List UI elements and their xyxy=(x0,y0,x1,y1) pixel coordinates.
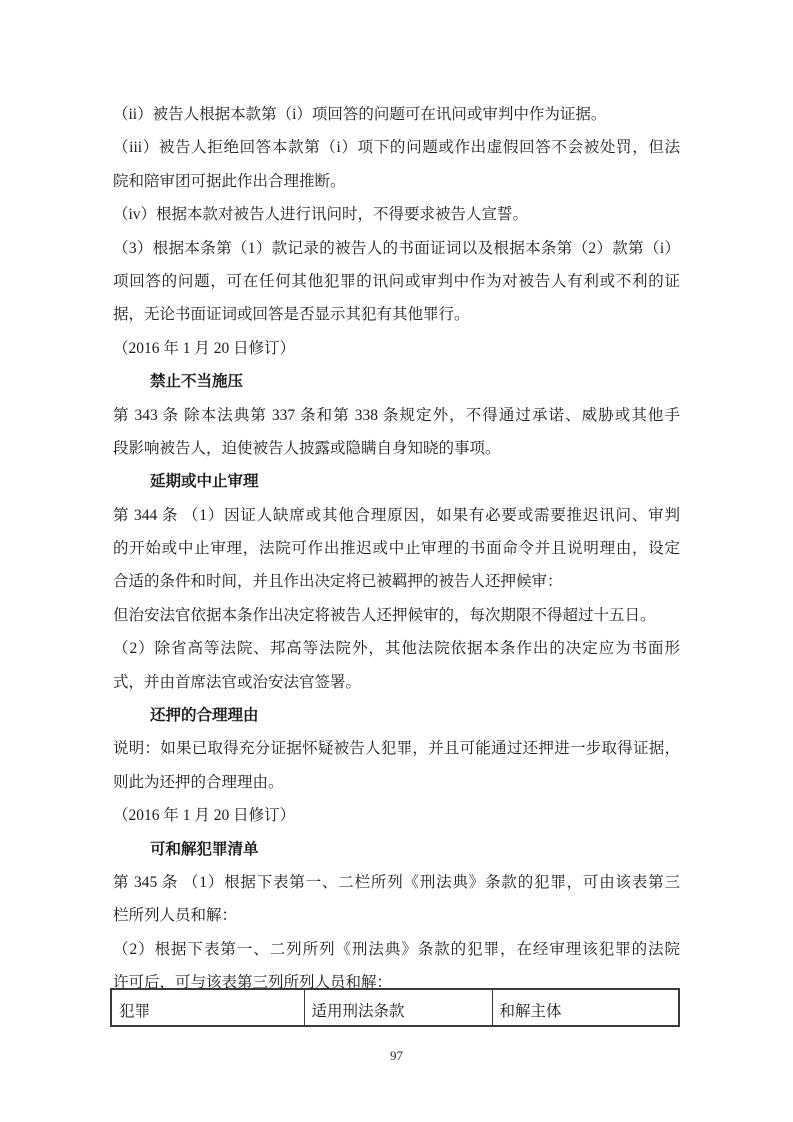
table-header-row xyxy=(111,989,679,1026)
section-heading: 延期或中止审理 xyxy=(150,473,259,491)
text-line: （iii）被告人拒绝回答本款第（i）项下的问题或作出虚假回答不会被处罚，但法 xyxy=(113,139,680,157)
text-line: 据，无论书面证词或回答是否显示其犯有其他罪行。 xyxy=(113,306,470,324)
text-line: 段影响被告人，迫使被告人披露或隐瞒自身知晓的事项。 xyxy=(113,439,501,457)
text-line: 但治安法官依据本条作出决定将被告人还押候审的，每次期限不得超过十五日。 xyxy=(113,606,656,624)
section-heading: 禁止不当施压 xyxy=(150,373,244,391)
page-number: 97 xyxy=(390,1048,403,1063)
text-line: 栏所列人员和解： xyxy=(113,907,238,925)
text-line: 许可后，可与该表第三列所列人员和解： xyxy=(113,974,393,992)
text-line: 式，并由首席法官或治安法官签署。 xyxy=(113,673,362,691)
text-line: （ii）被告人根据本款第（i）项回答的问题可在讯问或审判中作为证据。 xyxy=(113,106,607,123)
section-heading: 还押的合理理由 xyxy=(150,707,259,725)
text-line: （2）除省高等法院、邦高等法院外，其他法院依据本条作出的决定应为书面形 xyxy=(113,640,680,658)
text-line: 项回答的问题，可在任何其他犯罪的讯问或审判中作为对被告人有利或不利的证 xyxy=(113,272,680,290)
text-line: （2）根据下表第一、二列所列《刑法典》条款的犯罪，在经审理该犯罪的法院 xyxy=(113,940,680,958)
table-header-compounding-party: 和解主体 xyxy=(492,989,679,1026)
text-line: （3）根据本条第（1）款记录的被告人的书面证词以及根据本条第（2）款第（i） xyxy=(113,239,680,257)
section-heading: 可和解犯罪清单 xyxy=(150,840,259,858)
text-line: 的开始或中止审理，法院可作出推迟或中止审理的书面命令并且说明理由，设定 xyxy=(113,540,680,558)
text-line: （iv）根据本款对被告人进行讯问时，不得要求被告人宣誓。 xyxy=(113,206,529,224)
table-header-applicable-section: 适用刑法条款 xyxy=(304,989,492,1026)
text-line: 第 345 条 （1）根据下表第一、二栏所列《刑法典》条款的犯罪，可由该表第三 xyxy=(113,873,680,891)
table-header-offence: 犯罪 xyxy=(111,989,304,1026)
document-body xyxy=(113,98,680,1000)
text-line: （2016 年 1 月 20 日修订） xyxy=(113,807,296,825)
text-line: 第 343 条 除本法典第 337 条和第 338 条规定外，不得通过承诺、威胁或其他手 xyxy=(113,406,680,424)
text-line: 院和陪审团可据此作出合理推断。 xyxy=(113,172,346,190)
text-line: 说明：如果已取得充分证据怀疑被告人犯罪，并且可能通过还押进一步取得证据， xyxy=(113,740,680,758)
text-line: 合适的条件和时间，并且作出决定将已被羁押的被告人还押候审： xyxy=(113,573,563,591)
compoundable-offences-table xyxy=(110,988,680,1027)
text-line: 则此为还押的合理理由。 xyxy=(113,773,284,791)
text-line: 第 344 条 （1）因证人缺席或其他合理原因，如果有必要或需要推迟讯问、审判 xyxy=(113,506,680,524)
text-line: （2016 年 1 月 20 日修订） xyxy=(113,339,296,357)
